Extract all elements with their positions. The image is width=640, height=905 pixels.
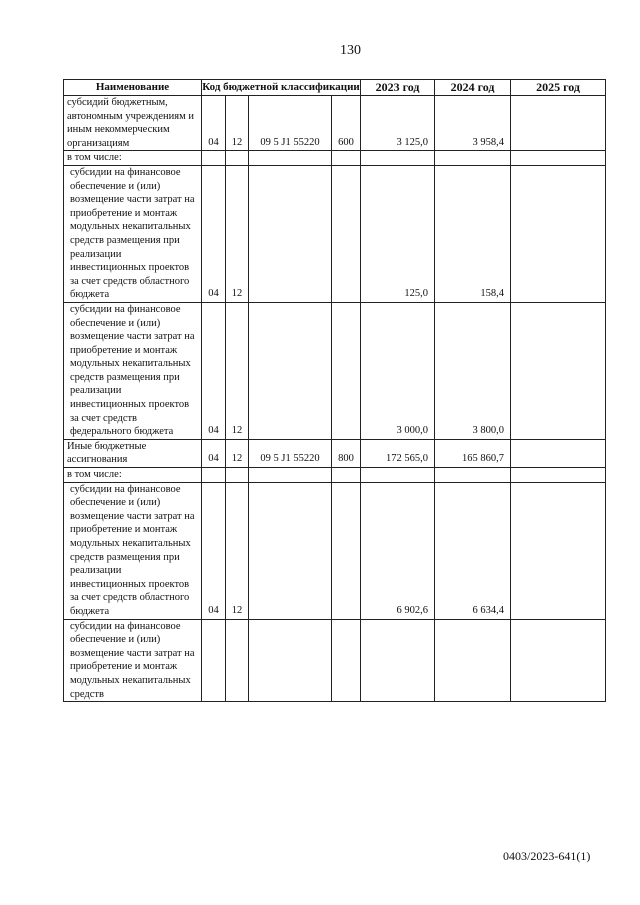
code-target bbox=[249, 302, 332, 439]
table-row bbox=[64, 439, 606, 467]
code-subsection bbox=[226, 619, 249, 702]
code-subsection: 12 bbox=[226, 439, 249, 467]
table-row bbox=[64, 482, 606, 619]
value-2025 bbox=[511, 302, 606, 439]
row-name: субсидии на финансовое обеспечение и (или) возмещение части затрат на приобретение и монтаж модульных некапитальных средств размещения при реализации инвестиционных проектов за счет средств федерального бюджета bbox=[64, 302, 202, 439]
value-2025 bbox=[511, 482, 606, 619]
value-2024: 165 860,7 bbox=[435, 439, 511, 467]
value-2025 bbox=[511, 96, 606, 151]
table-row bbox=[64, 619, 606, 702]
value-2025 bbox=[511, 619, 606, 702]
code-subsection: 12 bbox=[226, 302, 249, 439]
code-target bbox=[249, 482, 332, 619]
table-row bbox=[64, 96, 606, 151]
value-2024 bbox=[435, 619, 511, 702]
page-number: 130 bbox=[340, 43, 361, 58]
row-name: Иные бюджетные ассигнования bbox=[64, 439, 202, 467]
header-name: Наименование bbox=[64, 80, 202, 96]
value-2023: 6 902,6 bbox=[361, 482, 435, 619]
row-name: в том числе: bbox=[64, 468, 202, 483]
row-name: субсидий бюджетным, автономным учреждениям и иным некоммерческим организациям bbox=[64, 96, 202, 151]
code-expense-type bbox=[332, 165, 361, 302]
value-2023: 125,0 bbox=[361, 165, 435, 302]
value-2023: 3 000,0 bbox=[361, 302, 435, 439]
code-subsection: 12 bbox=[226, 482, 249, 619]
code-target: 09 5 J1 55220 bbox=[249, 439, 332, 467]
code-expense-type bbox=[332, 619, 361, 702]
value-2023 bbox=[361, 619, 435, 702]
code-expense-type: 600 bbox=[332, 96, 361, 151]
row-name: в том числе: bbox=[64, 151, 202, 166]
value-2025 bbox=[511, 165, 606, 302]
code-target bbox=[249, 619, 332, 702]
header-2025: 2025 год bbox=[511, 80, 606, 96]
table-row bbox=[64, 302, 606, 439]
value-2024: 158,4 bbox=[435, 165, 511, 302]
value-2023: 3 125,0 bbox=[361, 96, 435, 151]
value-2025 bbox=[511, 439, 606, 467]
code-subsection: 12 bbox=[226, 96, 249, 151]
code-expense-type bbox=[332, 302, 361, 439]
value-2024: 3 958,4 bbox=[435, 96, 511, 151]
table-row bbox=[64, 165, 606, 302]
table-row bbox=[64, 151, 606, 166]
row-name: субсидии на финансовое обеспечение и (или) возмещение части затрат на приобретение и монтаж модульных некапитальных средств размещения при реализации инвестиционных проектов за счет средств областного бюджета bbox=[64, 165, 202, 302]
value-2023: 172 565,0 bbox=[361, 439, 435, 467]
code-section: 04 bbox=[202, 439, 226, 467]
code-subsection: 12 bbox=[226, 165, 249, 302]
budget-table bbox=[63, 79, 606, 702]
code-target bbox=[249, 165, 332, 302]
table-row bbox=[64, 468, 606, 483]
code-target: 09 5 J1 55220 bbox=[249, 96, 332, 151]
table-header-row bbox=[64, 80, 606, 96]
code-section: 04 bbox=[202, 96, 226, 151]
code-section bbox=[202, 619, 226, 702]
code-section: 04 bbox=[202, 482, 226, 619]
code-expense-type: 800 bbox=[332, 439, 361, 467]
row-name: субсидии на финансовое обеспечение и (или) возмещение части затрат на приобретение и монтаж модульных некапитальных средств размещения при реализации инвестиционных проектов за счет средств областного бюджета bbox=[64, 482, 202, 619]
value-2024: 3 800,0 bbox=[435, 302, 511, 439]
row-name: субсидии на финансовое обеспечение и (или) возмещение части затрат на приобретение и монтаж модульных некапитальных средств bbox=[64, 619, 202, 702]
header-code: Код бюджетной классификации bbox=[202, 80, 361, 96]
code-section: 04 bbox=[202, 165, 226, 302]
code-expense-type bbox=[332, 482, 361, 619]
value-2024: 6 634,4 bbox=[435, 482, 511, 619]
document-code: 0403/2023-641(1) bbox=[503, 849, 591, 863]
header-2024: 2024 год bbox=[435, 80, 511, 96]
code-section: 04 bbox=[202, 302, 226, 439]
header-2023: 2023 год bbox=[361, 80, 435, 96]
